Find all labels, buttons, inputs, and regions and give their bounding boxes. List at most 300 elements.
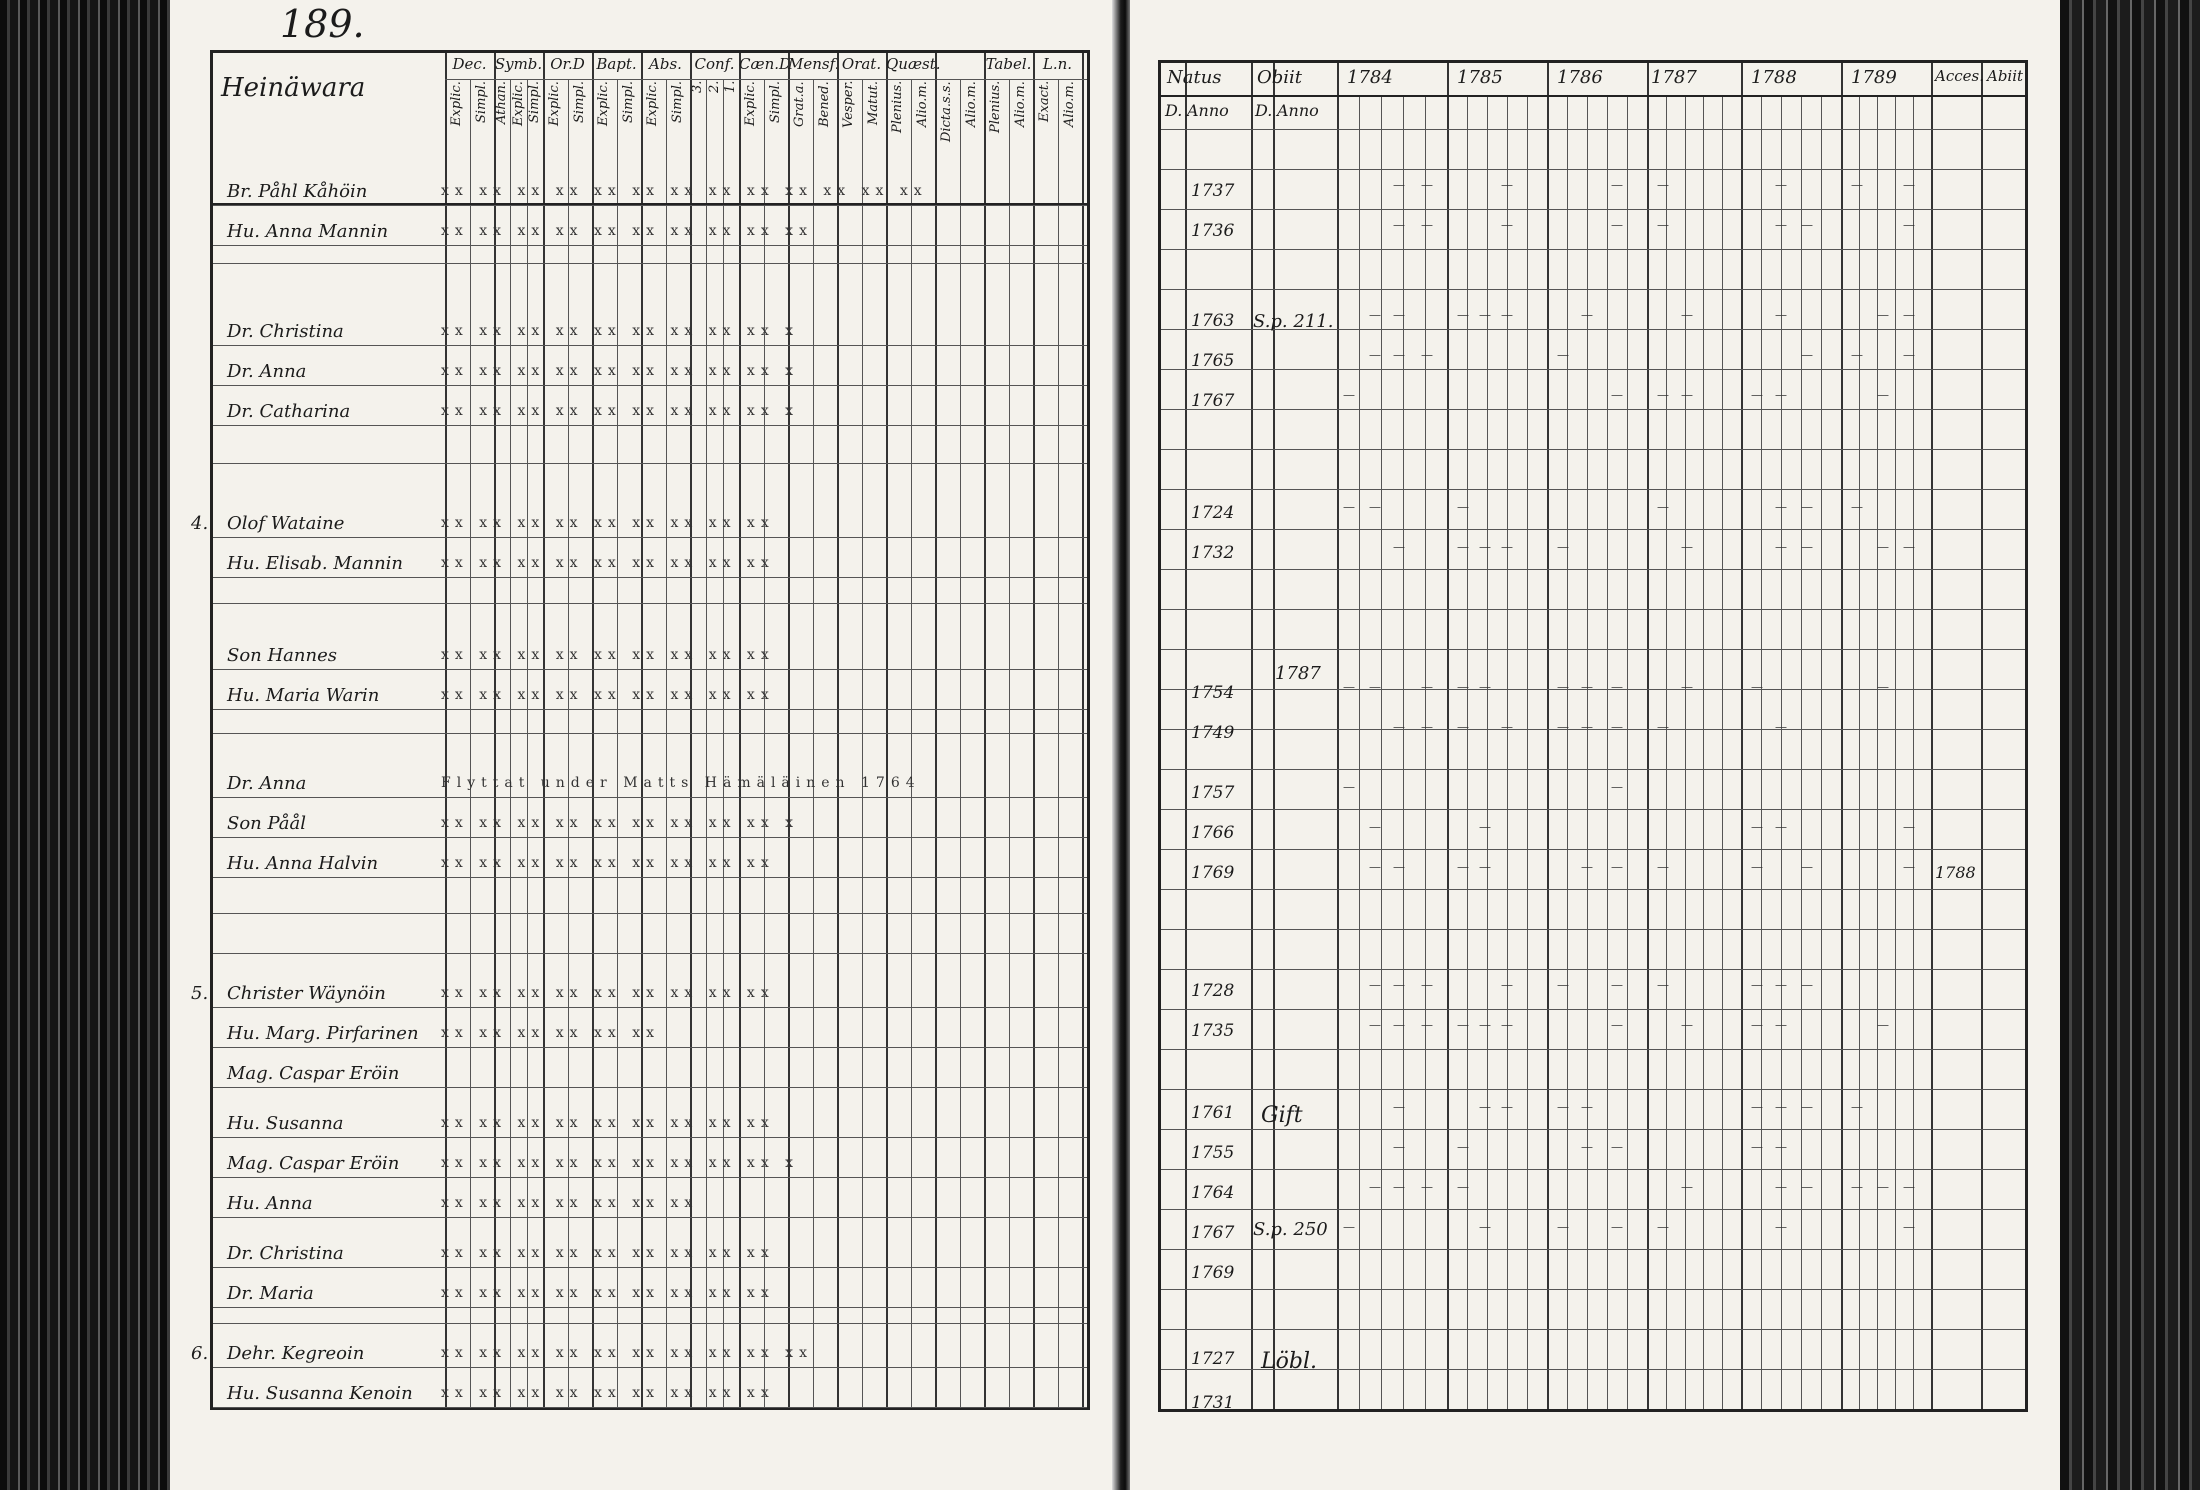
death-year-note: 1787 bbox=[1275, 663, 1321, 684]
column-subheader: Matut. bbox=[865, 81, 881, 126]
attendance-mark: — bbox=[1501, 178, 1513, 192]
attendance-mark: — bbox=[1681, 308, 1693, 322]
knowledge-marks: xx xx xx xx xx xx xx xx xx x bbox=[441, 815, 800, 831]
row-rule bbox=[213, 1323, 1087, 1324]
year-header-1787: 1787 bbox=[1651, 67, 1697, 88]
row-rule bbox=[213, 1307, 1087, 1308]
row-rule bbox=[213, 1007, 1087, 1008]
subcolumn-divider bbox=[1627, 97, 1628, 1409]
person-name: Hu. Maria Warin bbox=[227, 685, 380, 706]
attendance-mark: — bbox=[1369, 348, 1381, 362]
column-subheader: Plenius. bbox=[988, 81, 1004, 134]
subcolumn-divider bbox=[1587, 97, 1588, 1409]
attendance-mark: — bbox=[1457, 860, 1469, 874]
row-rule bbox=[1161, 569, 2025, 570]
attendance-mark: — bbox=[1393, 308, 1405, 322]
birth-year: 1769 bbox=[1191, 1263, 1235, 1283]
subcolumn-divider bbox=[1607, 97, 1608, 1409]
attendance-mark: — bbox=[1581, 680, 1593, 694]
column-header: Dec. bbox=[452, 55, 487, 73]
attendance-mark: — bbox=[1393, 860, 1405, 874]
column-subheader: Explic. bbox=[743, 81, 759, 126]
column-subheader: 2. bbox=[706, 81, 722, 94]
person-name: Dr. Anna bbox=[227, 773, 307, 794]
attendance-mark: — bbox=[1877, 680, 1889, 694]
row-rule bbox=[213, 709, 1087, 710]
attendance-mark: — bbox=[1775, 1018, 1787, 1032]
attendance-mark: — bbox=[1369, 308, 1381, 322]
attendance-mark: — bbox=[1611, 388, 1623, 402]
attendance-mark: — bbox=[1751, 1100, 1763, 1114]
subcolumn-divider bbox=[1467, 97, 1468, 1409]
column-subheader: Simpl. bbox=[620, 81, 636, 124]
accessit-note: 1788 bbox=[1935, 863, 1976, 882]
attendance-mark: — bbox=[1903, 178, 1915, 192]
row-rule bbox=[1161, 529, 2025, 530]
attendance-mark: — bbox=[1457, 540, 1469, 554]
attendance-mark: — bbox=[1479, 860, 1491, 874]
subcolumn-divider bbox=[1487, 97, 1488, 1409]
row-rule bbox=[1161, 1049, 2025, 1050]
column-header: Or.D bbox=[550, 55, 585, 73]
column-divider bbox=[1547, 63, 1549, 1409]
knowledge-marks: xx xx xx xx xx xx xx xx xx x bbox=[441, 403, 800, 419]
attendance-mark: — bbox=[1369, 500, 1381, 514]
column-subheader: Alio.m. bbox=[963, 81, 979, 127]
attendance-mark: — bbox=[1801, 1100, 1813, 1114]
attendance-mark: — bbox=[1775, 540, 1787, 554]
attendance-mark: — bbox=[1657, 720, 1669, 734]
attendance-mark: — bbox=[1751, 680, 1763, 694]
row-rule bbox=[1161, 769, 2025, 770]
attendance-mark: — bbox=[1611, 860, 1623, 874]
knowledge-marks: xx xx xx xx xx xx xx bbox=[441, 1195, 699, 1211]
column-subheader: Plenius. bbox=[890, 81, 906, 134]
row-rule bbox=[1161, 249, 2025, 250]
subcolumn-divider bbox=[1567, 97, 1568, 1409]
attendance-mark: — bbox=[1457, 680, 1469, 694]
attendance-mark: — bbox=[1393, 720, 1405, 734]
attendance-mark: — bbox=[1775, 1100, 1787, 1114]
knowledge-marks: Flyttat under Matts Hämäläinen 1764 bbox=[441, 775, 921, 791]
attendance-mark: — bbox=[1479, 540, 1491, 554]
row-rule bbox=[1161, 609, 2025, 610]
attendance-mark: — bbox=[1479, 820, 1491, 834]
row-rule bbox=[213, 1177, 1087, 1178]
birth-death-attendance-table bbox=[1158, 60, 2028, 1412]
obiit-day-subheader: D. bbox=[1255, 101, 1273, 120]
person-name: Olof Wataine bbox=[227, 513, 345, 534]
attendance-mark: — bbox=[1501, 540, 1513, 554]
attendance-mark: — bbox=[1479, 680, 1491, 694]
knowledge-marks: xx xx xx xx xx xx xx xx xx bbox=[441, 855, 775, 871]
attendance-mark: — bbox=[1581, 860, 1593, 874]
column-divider bbox=[1981, 63, 1983, 1409]
attendance-mark: — bbox=[1877, 388, 1889, 402]
knowledge-marks: xx xx xx xx xx xx xx xx xx bbox=[441, 1385, 775, 1401]
page-number: 189. bbox=[280, 2, 365, 46]
attendance-mark: — bbox=[1501, 720, 1513, 734]
row-rule bbox=[213, 1267, 1087, 1268]
birth-year: 1767 bbox=[1191, 391, 1235, 411]
attendance-mark: — bbox=[1775, 388, 1787, 402]
person-name: Dr. Catharina bbox=[227, 401, 351, 422]
column-header: Mensf. bbox=[788, 55, 840, 73]
knowledge-marks: xx xx xx xx xx xx bbox=[441, 1025, 660, 1041]
attendance-mark: — bbox=[1903, 308, 1915, 322]
subcolumn-divider bbox=[1685, 97, 1686, 1409]
person-name: Son Hannes bbox=[227, 645, 337, 666]
attendance-mark: — bbox=[1457, 1018, 1469, 1032]
row-rule bbox=[213, 1047, 1087, 1048]
column-header: Cæn.D bbox=[739, 55, 792, 73]
birth-year: 1732 bbox=[1191, 543, 1235, 563]
attendance-mark: — bbox=[1501, 218, 1513, 232]
attendance-mark: — bbox=[1681, 388, 1693, 402]
column-divider bbox=[1931, 63, 1933, 1409]
attendance-mark: — bbox=[1421, 720, 1433, 734]
birth-year: 1735 bbox=[1191, 1021, 1235, 1041]
attendance-mark: — bbox=[1343, 1220, 1355, 1234]
year-header-1784: 1784 bbox=[1347, 67, 1393, 88]
attendance-mark: — bbox=[1801, 540, 1813, 554]
birth-year: 1763 bbox=[1191, 311, 1235, 331]
attendance-mark: — bbox=[1479, 308, 1491, 322]
subcolumn-divider bbox=[1403, 97, 1404, 1409]
person-name: Hu. Anna Mannin bbox=[227, 221, 389, 242]
row-rule bbox=[1161, 129, 2025, 130]
column-subheader: Explic. bbox=[645, 81, 661, 126]
attendance-mark: — bbox=[1611, 1220, 1623, 1234]
row-rule bbox=[213, 1087, 1087, 1088]
row-rule bbox=[1161, 729, 2025, 730]
person-name: Hu. Elisab. Mannin bbox=[227, 553, 404, 574]
row-rule bbox=[213, 205, 1087, 206]
subcolumn-divider bbox=[1425, 97, 1426, 1409]
household-number: 4. bbox=[191, 513, 209, 534]
attendance-mark: — bbox=[1557, 1220, 1569, 1234]
attendance-mark: — bbox=[1581, 720, 1593, 734]
attendance-mark: — bbox=[1393, 1180, 1405, 1194]
attendance-mark: — bbox=[1801, 978, 1813, 992]
attendance-mark: — bbox=[1343, 680, 1355, 694]
attendance-mark: — bbox=[1611, 218, 1623, 232]
person-name: Dr. Christina bbox=[227, 321, 344, 342]
birth-year: 1764 bbox=[1191, 1183, 1235, 1203]
person-name: Hu. Anna bbox=[227, 1193, 313, 1214]
attendance-mark: — bbox=[1557, 978, 1569, 992]
row-rule bbox=[1161, 1289, 2025, 1290]
subcolumn-divider bbox=[1895, 97, 1896, 1409]
knowledge-marks: xx xx xx xx xx xx xx xx xx x bbox=[441, 323, 800, 339]
row-rule bbox=[213, 1407, 1087, 1408]
birth-year: 1769 bbox=[1191, 863, 1235, 883]
catechetical-register-table bbox=[191, 50, 1090, 1410]
note-lobl: Löbl. bbox=[1261, 1349, 1317, 1374]
knowledge-marks: xx xx xx xx xx xx xx xx xx bbox=[441, 1285, 775, 1301]
attendance-mark: — bbox=[1457, 500, 1469, 514]
book-spine-right bbox=[2060, 0, 2200, 1490]
birth-year: 1767 bbox=[1191, 1223, 1235, 1243]
birth-year: 1731 bbox=[1191, 1393, 1235, 1413]
knowledge-marks: xx xx xx xx xx xx xx xx xx bbox=[441, 687, 775, 703]
subcolumn-divider bbox=[1859, 97, 1860, 1409]
attendance-mark: — bbox=[1775, 978, 1787, 992]
natus-day-subheader: D. bbox=[1165, 101, 1183, 120]
attendance-mark: — bbox=[1775, 1140, 1787, 1154]
attendance-mark: — bbox=[1657, 388, 1669, 402]
attendance-mark: — bbox=[1343, 780, 1355, 794]
column-subheader: Dicta.s.s. bbox=[939, 81, 955, 142]
attendance-mark: — bbox=[1801, 348, 1813, 362]
row-rule bbox=[1161, 1249, 2025, 1250]
birth-year: 1755 bbox=[1191, 1143, 1235, 1163]
accessit-header: Acces. bbox=[1935, 67, 1984, 85]
subcolumn-divider bbox=[1359, 97, 1360, 1409]
row-rule bbox=[213, 345, 1087, 346]
natus-header: Natus bbox=[1167, 67, 1222, 88]
row-rule bbox=[1161, 1089, 2025, 1090]
subcolumn-divider bbox=[1913, 97, 1914, 1409]
column-subheader: Explic. bbox=[547, 81, 563, 126]
row-rule bbox=[1161, 969, 2025, 970]
column-subheader: 3. bbox=[690, 81, 706, 94]
household-number: 6. bbox=[191, 1343, 209, 1364]
column-subheader: Alio.m. bbox=[914, 81, 930, 127]
row-rule bbox=[1161, 649, 2025, 650]
subcolumn-divider bbox=[1666, 97, 1667, 1409]
column-divider bbox=[1273, 63, 1275, 1409]
person-name: Son Påål bbox=[227, 813, 307, 834]
attendance-mark: — bbox=[1801, 500, 1813, 514]
attendance-mark: — bbox=[1421, 1180, 1433, 1194]
attendance-mark: — bbox=[1369, 1180, 1381, 1194]
column-subheader: Alio.m. bbox=[1061, 81, 1077, 127]
column-subheader: 1. bbox=[722, 81, 738, 94]
row-rule bbox=[1161, 689, 2025, 690]
column-subheader: Explic. bbox=[449, 81, 465, 126]
column-header: Tabel. bbox=[985, 55, 1032, 73]
attendance-mark: — bbox=[1421, 978, 1433, 992]
subcolumn-divider bbox=[1507, 97, 1508, 1409]
column-divider bbox=[1447, 63, 1449, 1409]
row-rule bbox=[213, 577, 1087, 578]
row-rule bbox=[1161, 369, 2025, 370]
column-header: L.n. bbox=[1042, 55, 1073, 73]
column-subheader: Explic. bbox=[510, 81, 526, 126]
row-rule bbox=[1161, 849, 2025, 850]
attendance-mark: — bbox=[1751, 860, 1763, 874]
attendance-mark: — bbox=[1903, 348, 1915, 362]
row-rule bbox=[213, 913, 1087, 914]
column-header: Quæst. bbox=[886, 55, 941, 73]
row-rule bbox=[213, 953, 1087, 954]
year-header-1789: 1789 bbox=[1851, 67, 1897, 88]
column-subheader: Bened. bbox=[816, 81, 832, 127]
attendance-mark: — bbox=[1611, 1018, 1623, 1032]
column-subheader: Explic. bbox=[596, 81, 612, 126]
row-rule bbox=[213, 425, 1087, 426]
row-rule bbox=[1161, 209, 2025, 210]
attendance-mark: — bbox=[1851, 178, 1863, 192]
attendance-mark: — bbox=[1611, 680, 1623, 694]
row-rule bbox=[213, 385, 1087, 386]
attendance-mark: — bbox=[1751, 388, 1763, 402]
attendance-mark: — bbox=[1657, 978, 1669, 992]
birth-year: 1766 bbox=[1191, 823, 1235, 843]
person-name: Hu. Susanna Kenoin bbox=[227, 1383, 413, 1404]
note-gift: Gift bbox=[1261, 1103, 1303, 1128]
person-name: Hu. Marg. Pirfarinen bbox=[227, 1023, 419, 1044]
attendance-mark: — bbox=[1775, 820, 1787, 834]
row-rule bbox=[1161, 1169, 2025, 1170]
attendance-mark: — bbox=[1557, 1100, 1569, 1114]
row-rule bbox=[1161, 889, 2025, 890]
column-subheader: Simpl. bbox=[669, 81, 685, 124]
person-name: Dehr. Kegreoin bbox=[227, 1343, 365, 1364]
row-rule bbox=[213, 1217, 1087, 1218]
column-divider bbox=[1647, 63, 1649, 1409]
year-header-1786: 1786 bbox=[1557, 67, 1603, 88]
knowledge-marks: xx xx xx xx xx xx xx xx xx bbox=[441, 1245, 775, 1261]
row-rule bbox=[213, 537, 1087, 538]
attendance-mark: — bbox=[1457, 720, 1469, 734]
attendance-mark: — bbox=[1681, 1180, 1693, 1194]
attendance-mark: — bbox=[1681, 1018, 1693, 1032]
row-rule bbox=[213, 669, 1087, 670]
knowledge-marks: xx xx xx xx xx xx xx xx xx x bbox=[441, 363, 800, 379]
knowledge-marks: xx xx xx xx xx xx xx xx xx xx bbox=[441, 223, 813, 239]
attendance-mark: — bbox=[1775, 1180, 1787, 1194]
attendance-mark: — bbox=[1657, 218, 1669, 232]
attendance-mark: — bbox=[1421, 218, 1433, 232]
attendance-mark: — bbox=[1903, 1220, 1915, 1234]
attendance-mark: — bbox=[1393, 978, 1405, 992]
attendance-mark: — bbox=[1501, 1100, 1513, 1114]
row-rule bbox=[213, 263, 1087, 264]
person-name: Christer Wäynöin bbox=[227, 983, 386, 1004]
row-rule bbox=[1161, 1009, 2025, 1010]
person-name: Mag. Caspar Eröin bbox=[227, 1063, 400, 1084]
abiit-header: Abiit bbox=[1987, 67, 2024, 85]
column-header: Orat. bbox=[841, 55, 882, 73]
attendance-mark: — bbox=[1775, 1220, 1787, 1234]
birth-year: 1727 bbox=[1191, 1349, 1235, 1369]
column-divider bbox=[1841, 63, 1843, 1409]
attendance-mark: — bbox=[1393, 540, 1405, 554]
subcolumn-divider bbox=[1877, 97, 1878, 1409]
attendance-mark: — bbox=[1393, 1100, 1405, 1114]
attendance-mark: — bbox=[1751, 1140, 1763, 1154]
attendance-mark: — bbox=[1657, 500, 1669, 514]
person-name: Br. Påhl Kåhöin bbox=[227, 181, 368, 202]
attendance-mark: — bbox=[1369, 860, 1381, 874]
attendance-mark: — bbox=[1657, 178, 1669, 192]
attendance-mark: — bbox=[1479, 1018, 1491, 1032]
person-name: Mag. Caspar Eröin bbox=[227, 1153, 400, 1174]
attendance-mark: — bbox=[1657, 860, 1669, 874]
person-name: Hu. Susanna bbox=[227, 1113, 344, 1134]
knowledge-marks: xx xx xx xx xx xx xx xx xx bbox=[441, 985, 775, 1001]
row-rule bbox=[1161, 169, 2025, 170]
attendance-mark: — bbox=[1369, 680, 1381, 694]
attendance-mark: — bbox=[1877, 1018, 1889, 1032]
knowledge-marks: xx xx xx xx xx xx xx xx xx bbox=[441, 515, 775, 531]
subcolumn-divider bbox=[1381, 97, 1382, 1409]
attendance-mark: — bbox=[1851, 348, 1863, 362]
attendance-mark: — bbox=[1877, 1180, 1889, 1194]
subcolumn-divider bbox=[1781, 97, 1782, 1409]
column-subheader: Grat.a. bbox=[792, 81, 808, 127]
row-rule bbox=[1161, 409, 2025, 410]
attendance-mark: — bbox=[1801, 860, 1813, 874]
attendance-mark: — bbox=[1903, 218, 1915, 232]
column-divider bbox=[1251, 63, 1253, 1409]
knowledge-marks: xx xx xx xx xx xx xx xx xx bbox=[441, 647, 775, 663]
household-number: 5. bbox=[191, 983, 209, 1004]
subcolumn-divider bbox=[1722, 97, 1723, 1409]
parish-name: Heinäwara bbox=[221, 73, 366, 103]
attendance-mark: — bbox=[1877, 308, 1889, 322]
obiit-header: Obiit bbox=[1257, 67, 1303, 88]
attendance-mark: — bbox=[1581, 308, 1593, 322]
column-divider bbox=[1185, 63, 1187, 1409]
attendance-mark: — bbox=[1611, 780, 1623, 794]
attendance-mark: — bbox=[1457, 1140, 1469, 1154]
attendance-mark: — bbox=[1557, 540, 1569, 554]
obiit-year-subheader: Anno bbox=[1277, 101, 1319, 120]
note-sp250: S.p. 250 bbox=[1253, 1219, 1328, 1240]
attendance-mark: — bbox=[1393, 218, 1405, 232]
attendance-mark: — bbox=[1611, 178, 1623, 192]
attendance-mark: — bbox=[1369, 1018, 1381, 1032]
attendance-mark: — bbox=[1801, 1180, 1813, 1194]
attendance-mark: — bbox=[1681, 680, 1693, 694]
birth-year: 1736 bbox=[1191, 221, 1235, 241]
row-rule bbox=[213, 463, 1087, 464]
column-subheader: Simpl. bbox=[767, 81, 783, 124]
attendance-mark: — bbox=[1611, 1140, 1623, 1154]
year-header-1785: 1785 bbox=[1457, 67, 1503, 88]
attendance-mark: — bbox=[1877, 540, 1889, 554]
attendance-mark: — bbox=[1343, 388, 1355, 402]
knowledge-marks: xx xx xx xx xx xx xx xx xx bbox=[441, 1115, 775, 1131]
attendance-mark: — bbox=[1851, 1100, 1863, 1114]
row-rule bbox=[1161, 1129, 2025, 1130]
attendance-mark: — bbox=[1657, 1220, 1669, 1234]
attendance-mark: — bbox=[1611, 978, 1623, 992]
attendance-mark: — bbox=[1903, 820, 1915, 834]
attendance-mark: — bbox=[1557, 680, 1569, 694]
row-rule bbox=[213, 1137, 1087, 1138]
attendance-mark: — bbox=[1775, 178, 1787, 192]
natus-year-subheader: Anno bbox=[1187, 101, 1229, 120]
attendance-mark: — bbox=[1751, 820, 1763, 834]
knowledge-marks: xx xx xx xx xx xx xx xx xx bbox=[441, 555, 775, 571]
person-name: Dr. Maria bbox=[227, 1283, 314, 1304]
row-rule bbox=[1161, 929, 2025, 930]
attendance-mark: — bbox=[1557, 348, 1569, 362]
attendance-mark: — bbox=[1581, 1100, 1593, 1114]
row-rule bbox=[1161, 1209, 2025, 1210]
attendance-mark: — bbox=[1851, 1180, 1863, 1194]
birth-year: 1757 bbox=[1191, 783, 1235, 803]
attendance-mark: — bbox=[1343, 500, 1355, 514]
column-subheader: Athan. bbox=[494, 81, 510, 125]
attendance-mark: — bbox=[1681, 540, 1693, 554]
row-rule bbox=[1161, 449, 2025, 450]
attendance-mark: — bbox=[1851, 500, 1863, 514]
